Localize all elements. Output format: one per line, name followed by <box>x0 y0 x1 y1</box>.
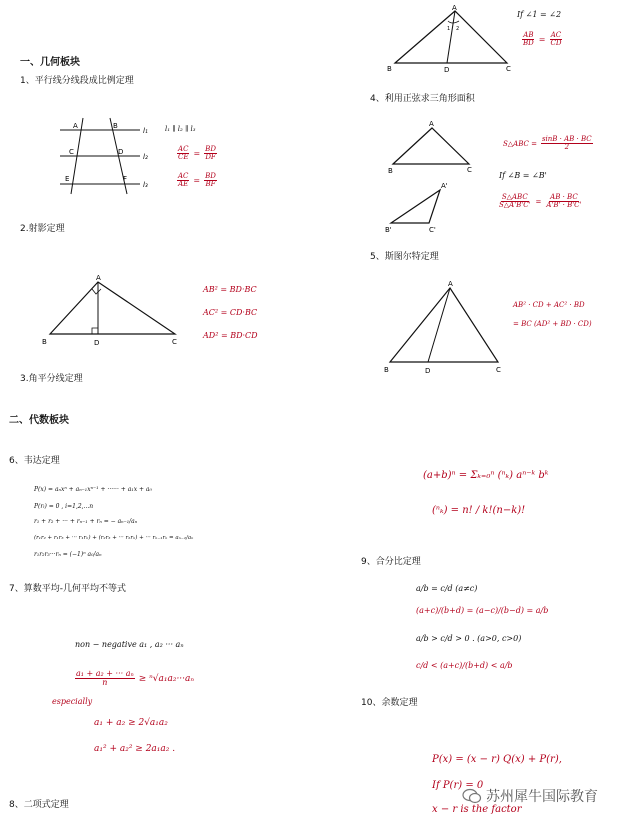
tri4-label-C: C <box>467 166 472 174</box>
bisector-condition: If ∠1 = ∠2 <box>517 10 562 19</box>
vieta-line-5: r₁r₂r₃···rₙ = (−1)ⁿ a₀/aₙ <box>34 551 102 558</box>
bisector-rnum: AC <box>550 31 562 39</box>
vieta-line-1: P(x) = aₙxⁿ + aₙ₋₁xⁿ⁻¹ + ······ + a₁x + a₀ <box>34 486 152 493</box>
angle-bisector-triangle-diagram <box>385 3 515 73</box>
tri2-label-B: B <box>42 338 47 346</box>
projection-triangle-diagram <box>40 272 185 347</box>
label-F: F <box>123 175 128 183</box>
amgm-special-1: a₁ + a₂ ≥ 2√a₁a₂ <box>94 718 168 728</box>
tri3-label-D: D <box>444 66 450 73</box>
ratio-2-rnum: BD <box>205 172 216 180</box>
bisector-rden: CD <box>550 39 562 47</box>
ratio-1-num: AC <box>178 145 189 153</box>
ratio-2-num: AC <box>178 172 189 180</box>
parallel-condition: l₁ ∥ l₂ ∥ l₃ <box>165 125 196 133</box>
remainder-eq-1: P(x) = (x − r) Q(x) + P(r), <box>432 754 562 765</box>
item-8-title: 8、二项式定理 <box>9 800 69 810</box>
sine-area-ratio: $\frac{\text{S△ABC}}{S\triangle A'B'C'}$ = $\frac{AB \cdot BC}{A'B' \cdot B'C'}$ <box>499 193 582 209</box>
section-algebra-title: 二、代数板块 <box>9 415 69 426</box>
ratio-2-den: AE <box>178 180 189 188</box>
sine-area-condition: If ∠B = ∠B' <box>499 171 547 180</box>
tri5-label-B: B <box>384 366 389 374</box>
amgm-especially: especially <box>52 697 93 706</box>
ratio-2-rden: BF <box>205 180 216 188</box>
sine-area-ratio-lden: S△A'B'C' <box>499 201 531 209</box>
label-C: C <box>69 148 74 156</box>
wechat-icon <box>462 788 482 804</box>
sine-area-ratio-rden: A'B' · B'C' <box>546 201 582 209</box>
binomial-expansion: (a+b)ⁿ = Σₖ₌₀ⁿ (ⁿₖ) aⁿ⁻ᵏ bᵏ <box>423 470 549 481</box>
label-l3: l₃ <box>143 181 148 189</box>
label-E: E <box>65 175 70 183</box>
tri4-label-A: A <box>429 120 434 128</box>
tri3-label-A: A <box>452 4 457 12</box>
section-geometry-title: 一、几何板块 <box>20 57 80 68</box>
item-4-title: 4、利用正弦求三角形面积 <box>370 94 475 104</box>
remainder-eq-3: x − r is the factor <box>432 804 522 815</box>
amgm-inequality <box>75 670 194 687</box>
sine-area-den: 2 <box>564 143 570 151</box>
amgm-denominator: n <box>102 678 108 687</box>
tri4-label-B2: B' <box>385 226 392 234</box>
tri3-label-B: B <box>387 65 392 73</box>
amgm-condition: non − negative a₁ , a₂ ··· aₙ <box>75 640 184 649</box>
ratio-1-rden: DF <box>205 153 216 161</box>
watermark-text: 苏州犀牛国际教育 <box>486 789 598 805</box>
item-6-title: 6、韦达定理 <box>9 456 60 466</box>
remainder-eq-2: If P(r) = 0 <box>432 780 484 791</box>
watermark <box>462 786 598 806</box>
tri4-label-A2: A' <box>441 182 448 190</box>
sine-area-formula <box>503 136 593 151</box>
item-2-title: 2.射影定理 <box>20 224 65 234</box>
proportion-eq-2: (a+c)/(b+d) = (a−c)/(b−d) = a/b <box>416 606 549 615</box>
tri4-label-C2: C' <box>429 226 436 234</box>
ratio-1-rnum: BD <box>205 145 216 153</box>
proportion-eq-4: c/d < (a+c)/(b+d) < a/b <box>416 661 513 670</box>
item-3-title: 3.角平分线定理 <box>20 374 83 384</box>
vieta-line-2: P(rᵢ) = 0 , i=1,2,...n <box>34 503 94 510</box>
amgm-special-2: a₁² + a₂² ≥ 2a₁a₂ . <box>94 744 176 754</box>
sine-area-ratio-rnum: AB · BC <box>550 193 578 201</box>
item-10-title: 10、余数定理 <box>361 698 418 708</box>
projection-eq-1: AB² = BD·BC <box>203 285 257 294</box>
tri4-label-B: B <box>388 167 393 175</box>
sine-area-ratio-lnum: S△ABC <box>501 193 528 201</box>
stewart-eq-2: = BC (AD² + BD · CD) <box>513 320 592 328</box>
tri5-label-C: C <box>496 366 501 374</box>
bisector-ratio: $\frac{AB}{BD}$ = $\frac{AC}{CD}$ <box>523 31 562 47</box>
sine-area-triangles-diagram <box>385 118 475 238</box>
item-1-title: 1、平行线分线段成比例定理 <box>20 76 134 86</box>
label-A: A <box>73 122 78 130</box>
label-D: D <box>118 148 124 156</box>
amgm-numerator: a₁ + a₂ + ··· aₙ <box>76 669 134 678</box>
item-5-title: 5、斯图尔特定理 <box>370 252 439 262</box>
sine-area-num: sinB · AB · BC <box>541 135 592 143</box>
item-9-title: 9、合分比定理 <box>361 557 421 567</box>
tri2-label-A: A <box>96 274 101 282</box>
parallel-lines-diagram <box>55 116 155 196</box>
stewart-eq-1: AB² · CD + AC² · BD <box>513 301 585 309</box>
amgm-rhs: ≥ ⁿ√a₁a₂···aₙ <box>138 673 195 684</box>
tri3-label-2: 2 <box>456 26 460 32</box>
tri3-label-1: 1 <box>447 26 451 32</box>
tri2-label-C: C <box>172 338 177 346</box>
stewart-triangle-diagram <box>380 278 505 376</box>
item-7-title: 7、算数平均-几何平均不等式 <box>9 584 126 594</box>
label-l1: l₁ <box>143 127 148 135</box>
ratio-2: $\frac{AC}{AE}$ = $\frac{BD}{BF}$ <box>178 172 216 188</box>
tri3-label-C: C <box>506 65 511 73</box>
proportion-eq-3: a/b > c/d > 0 . (a>0, c>0) <box>416 634 522 643</box>
label-l2: l₂ <box>143 153 148 161</box>
bisector-lden: BD <box>523 39 534 47</box>
vieta-line-4: (r₁r₂ + r₁r₃ + ··· r₁rₙ) + (r₂r₃ + ··· r₂rₙ) + ··· rₙ₋₁rₙ = aₙ₋₂/aₙ <box>34 535 194 541</box>
label-B: B <box>113 122 118 130</box>
tri5-label-A: A <box>448 280 453 288</box>
vieta-line-3: r₁ + r₂ + ··· + rₙ₋₁ + rₙ = − aₙ₋₁/aₙ <box>34 518 138 525</box>
projection-eq-2: AC² = CD·BC <box>203 308 258 317</box>
ratio-1-den: CE <box>178 153 189 161</box>
sine-area-lhs: S△ABC = <box>503 139 537 148</box>
binomial-coefficient: (ⁿₖ) = n! / k!(n−k)! <box>432 505 526 516</box>
projection-eq-3: AD² = BD·CD <box>203 331 258 340</box>
bisector-lnum: AB <box>523 31 534 39</box>
proportion-eq-1: a/b = c/d (a≠c) <box>416 584 478 593</box>
tri2-label-D: D <box>94 339 100 347</box>
ratio-1: $\frac{AC}{CE}$ = $\frac{BD}{DF}$ <box>178 145 216 161</box>
tri5-label-D: D <box>425 367 431 375</box>
